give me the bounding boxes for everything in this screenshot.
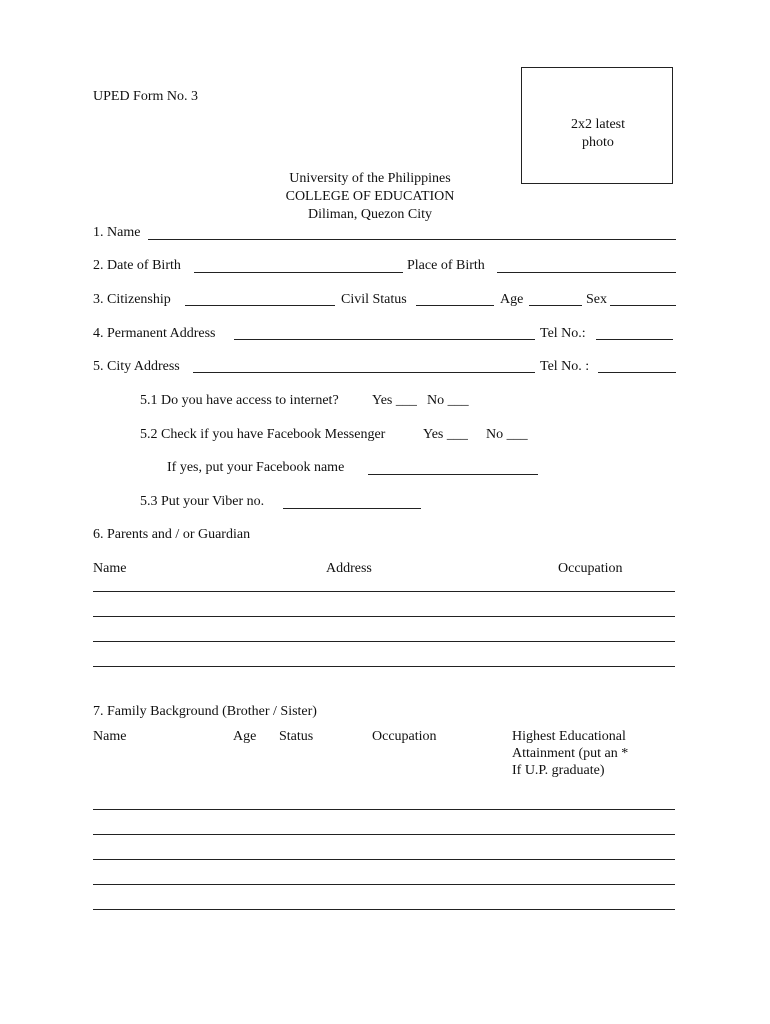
fb-name-label: If yes, put your Facebook name: [167, 460, 345, 475]
section7-col-age: Age: [233, 729, 257, 744]
section6-title: 6. Parents and / or Guardian: [93, 527, 251, 542]
section7-col-attainment-line1: Highest Educational: [512, 729, 626, 744]
viber-field[interactable]: [283, 508, 421, 509]
dob-field[interactable]: [194, 272, 403, 273]
sibling-row-line[interactable]: [93, 834, 675, 835]
messenger-no[interactable]: No ___: [486, 427, 528, 442]
photo-label-line1: 2x2 latest: [570, 117, 626, 132]
city-address-field[interactable]: [193, 372, 535, 373]
tel1-label: Tel No.:: [540, 326, 586, 341]
parent-row-line[interactable]: [93, 641, 675, 642]
perm-address-label: 4. Permanent Address: [93, 326, 216, 341]
section6-col-occupation: Occupation: [558, 561, 623, 576]
internet-question: 5.1 Do you have access to internet?: [140, 393, 339, 408]
photo-label-line2: photo: [582, 135, 614, 150]
pob-field[interactable]: [497, 272, 676, 273]
pob-label: Place of Birth: [407, 258, 485, 273]
parent-row-line[interactable]: [93, 666, 675, 667]
section6-col-name: Name: [93, 561, 127, 576]
parent-row-line[interactable]: [93, 591, 675, 592]
form-number: UPED Form No. 3: [93, 89, 199, 104]
section6-col-address: Address: [326, 561, 372, 576]
internet-no[interactable]: No ___: [427, 393, 469, 408]
section7-col-attainment-line2: Attainment (put an *: [512, 746, 629, 761]
parent-row-line[interactable]: [93, 616, 675, 617]
civil-status-label: Civil Status: [341, 292, 407, 307]
tel2-label: Tel No. :: [540, 359, 590, 374]
section7-col-name: Name: [93, 729, 127, 744]
section7-col-occupation: Occupation: [372, 729, 437, 744]
viber-label: 5.3 Put your Viber no.: [140, 494, 265, 509]
photo-box[interactable]: [521, 67, 673, 184]
messenger-question: 5.2 Check if you have Facebook Messenger: [140, 427, 386, 442]
section7-col-attainment-line3: If U.P. graduate): [512, 763, 605, 778]
fb-name-field[interactable]: [368, 474, 538, 475]
internet-yes[interactable]: Yes ___: [372, 393, 417, 408]
sex-field[interactable]: [610, 305, 676, 306]
university-name: University of the Philippines: [289, 171, 451, 186]
citizenship-label: 3. Citizenship: [93, 292, 171, 307]
perm-address-field[interactable]: [234, 339, 535, 340]
sibling-row-line[interactable]: [93, 909, 675, 910]
sibling-row-line[interactable]: [93, 809, 675, 810]
tel1-field[interactable]: [596, 339, 673, 340]
dob-label: 2. Date of Birth: [93, 258, 181, 273]
section7-col-status: Status: [279, 729, 314, 744]
tel2-field[interactable]: [598, 372, 676, 373]
sibling-row-line[interactable]: [93, 884, 675, 885]
age-field[interactable]: [529, 305, 582, 306]
messenger-yes[interactable]: Yes ___: [423, 427, 468, 442]
name-label: 1. Name: [93, 225, 141, 240]
name-field[interactable]: [148, 239, 676, 240]
sibling-row-line[interactable]: [93, 859, 675, 860]
citizenship-field[interactable]: [185, 305, 335, 306]
civil-status-field[interactable]: [416, 305, 494, 306]
age-label: Age: [500, 292, 524, 307]
college-name: COLLEGE OF EDUCATION: [285, 189, 455, 204]
section7-title: 7. Family Background (Brother / Sister): [93, 704, 317, 719]
sex-label: Sex: [586, 292, 607, 307]
city-address-label: 5. City Address: [93, 359, 180, 374]
college-location: Diliman, Quezon City: [307, 207, 433, 222]
